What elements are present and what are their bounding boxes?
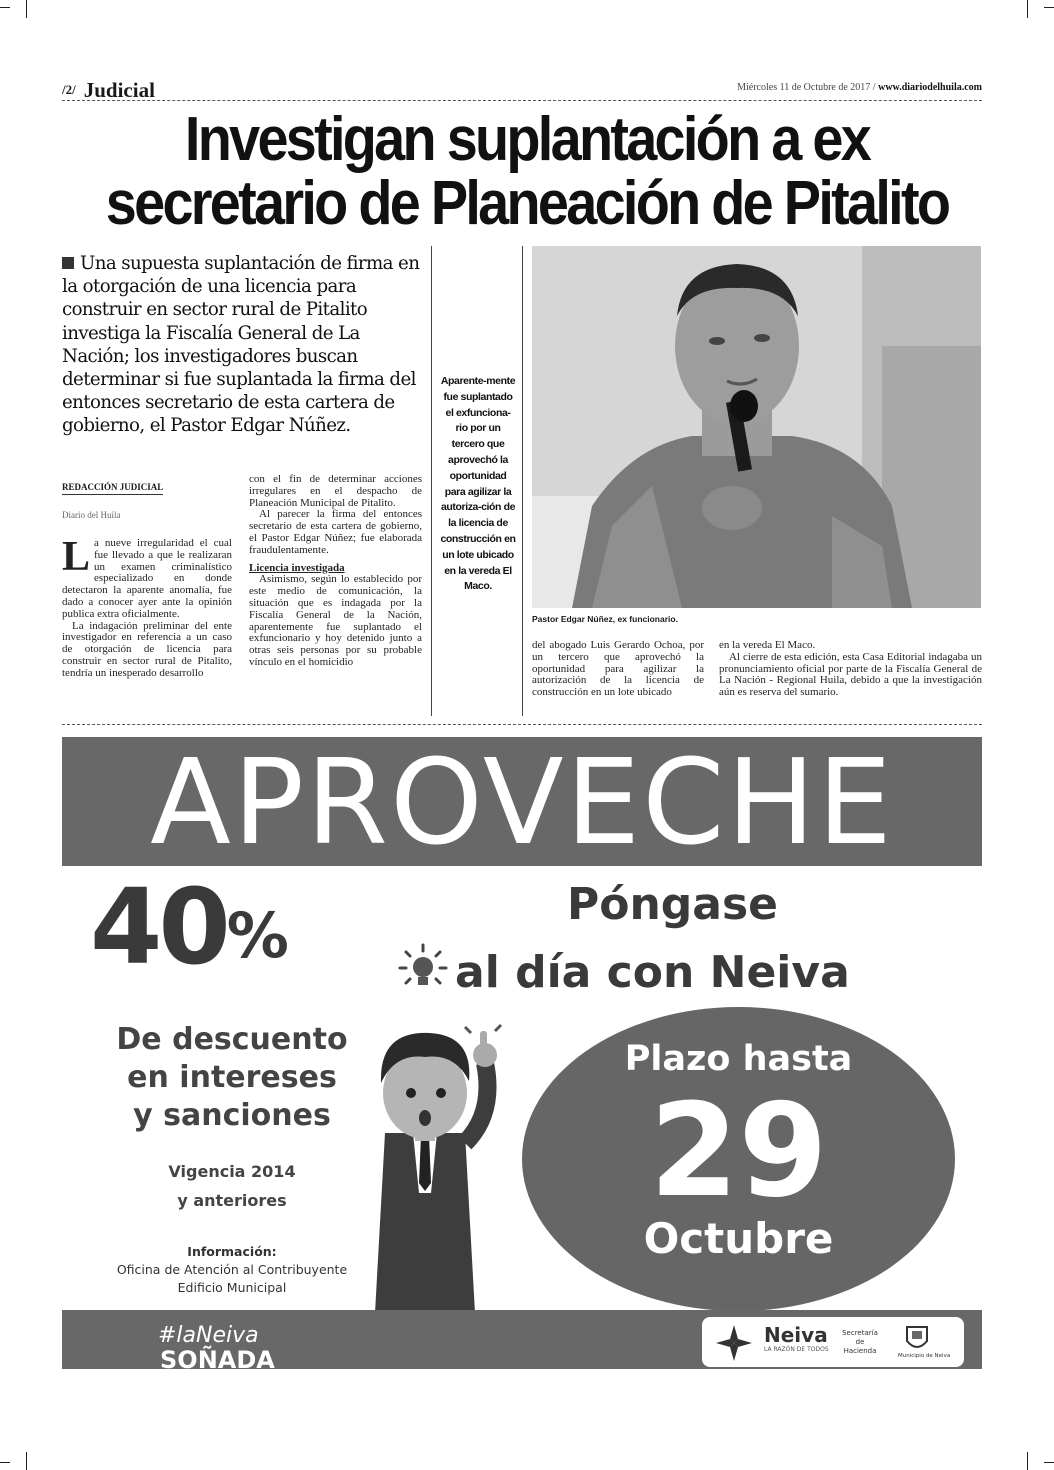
neiva-logo-icon	[714, 1323, 754, 1363]
lead-text: Una supuesta suplantación de firma en la otorgación de una licencia para construir en sector rural de Pitalito investiga la Fiscalía General de La Nación; los investigadores buscan determinar si fue suplantada la firma del entonces secretario de esta cartera de gobierno, el Pastor Edgar Núñez.	[62, 253, 420, 437]
crop-mark	[26, 1452, 27, 1470]
column-paragraph: en la vereda El Maco.	[719, 639, 816, 651]
section-rule	[62, 724, 982, 725]
header-date-line	[737, 82, 982, 93]
discount-description	[82, 1021, 382, 1135]
deadline-month: Octubre	[643, 1214, 834, 1263]
hashtag-line-1: #laNeiva	[158, 1323, 259, 1348]
page-number: /2/	[62, 82, 76, 97]
headline	[102, 105, 952, 238]
column-divider	[431, 246, 432, 716]
section-title: Judicial	[83, 78, 155, 102]
deadline-day: 29	[649, 1077, 828, 1226]
headline-line-1: Investigan suplantación a ex	[184, 105, 870, 174]
crop-mark	[0, 1462, 10, 1463]
discount-percent	[90, 867, 289, 996]
article-lead	[62, 252, 424, 438]
vigencia-line: y anteriores	[177, 1191, 287, 1210]
vigencia	[82, 1157, 382, 1215]
crop-mark	[1044, 7, 1054, 8]
info-line: Oficina de Atención al Contribuyente	[116, 1262, 348, 1277]
crop-mark	[1027, 0, 1028, 18]
coat-of-arms-icon	[904, 1323, 930, 1353]
article-column-3	[532, 640, 704, 699]
photo-caption: Pastor Edgar Núñez, ex funcionario.	[532, 614, 678, 624]
headline-line-2: secretario de Planeación de Pitalito	[105, 169, 949, 238]
byline: REDACCIÓN JUDICIAL	[62, 482, 163, 495]
column-paragraph: del abogado Luis Gerardo Ochoa, por un tercero que aprovechó la oportunidad para agilizar la autorización de la licencia de construcción en un lote ubicado	[532, 639, 704, 699]
info-title: Información:	[187, 1244, 277, 1259]
desc-line: y sanciones	[133, 1098, 331, 1133]
crop-mark	[26, 0, 27, 18]
crop-mark	[0, 7, 10, 8]
ad-slogan-line-2: al día con Neiva	[455, 947, 850, 998]
header-rule	[62, 100, 982, 101]
subhead: Licencia investigada	[249, 561, 345, 574]
vigencia-line: Vigencia 2014	[168, 1162, 296, 1181]
column-paragraph: a nueve irregularidad el cual fue llevado a que le realizaran un examen criminalístico especializado en donde detectaron la aparente anomalía, fue dado a conocer ayer ante la opinión publica extra oficialmente.	[62, 537, 232, 620]
column-paragraph: con el fin de determinar acciones irregulares en el despacho de Planeación Municipal de Pitalito.	[249, 473, 422, 509]
secretaria-text: Secretaría de Hacienda	[842, 1329, 878, 1355]
advertisement[interactable]	[62, 733, 982, 1374]
column-divider	[522, 246, 523, 716]
column-paragraph: La indagación preliminar del ente investigador en referencia a un caso de otorgación de licencia para construir en sector rural de Pitalito, tendría un inesperado desarrollo	[62, 619, 232, 679]
percent-value: 40	[90, 866, 227, 988]
website-link[interactable]: www.diariodelhuila.com	[878, 82, 982, 93]
article-column-2	[249, 474, 422, 669]
lightbulb-icon	[398, 943, 448, 993]
source-credit: Diario del Huila	[62, 510, 121, 520]
bullet-square-icon	[62, 257, 74, 269]
crop-mark	[1044, 1462, 1054, 1463]
column-paragraph: Asimismo, según lo establecido por este medio de comunicación, la situación que es indagada por la Fiscalía General de la Nación, aparentemente fue suplantado el exfuncionario y hoy detenido junto a otras seis personas por su probable vínculo en el homicidio	[249, 573, 422, 668]
ad-banner-text: APROVECHE	[150, 733, 894, 871]
sponsor-logos	[702, 1317, 964, 1367]
hashtag-line-2: SOÑADA	[160, 1346, 275, 1374]
crop-mark	[1027, 1452, 1028, 1470]
percent-sign: %	[226, 899, 289, 972]
desc-line: en intereses	[127, 1060, 337, 1095]
deadline-label: Plazo hasta	[624, 1039, 853, 1079]
column-paragraph: Al cierre de esta edición, esta Casa Editorial indagaba un pronunciamiento oficial por parte de la Fiscalía General de La Nación - Regional Huila, debido a que la investigación aún es reserva del sumario.	[719, 650, 982, 699]
desc-line: De descuento	[116, 1022, 348, 1057]
info-line: Edificio Municipal	[177, 1280, 287, 1295]
photo-illustration	[532, 246, 981, 608]
article-photo	[532, 246, 981, 608]
neiva-logo-subtitle: LA RAZÓN DE TODOS	[764, 1346, 829, 1353]
issue-date: Miércoles 11 de Octubre de 2017 /	[737, 82, 876, 93]
article-column-1	[62, 534, 232, 680]
ad-slogan-line-1: Póngase	[567, 879, 779, 930]
cartoon-man-illustration	[345, 1023, 525, 1313]
neiva-logo-text: Neiva	[764, 1323, 828, 1347]
drop-cap: L	[62, 534, 91, 580]
pull-quote: Aparente-mente fue suplantado el exfunciona-rio por un tercero que aprovechó la oportunidad para agilizar la autoriza-ción de la licencia de construcción en un lote ubicado en la vereda El Maco.	[440, 375, 516, 593]
column-paragraph: Al parecer la firma del entonces secretario de esta cartera de gobierno, el Pastor Edgar Núñez; fue elaborada fraudulentamente.	[249, 508, 422, 556]
article-column-4	[719, 640, 982, 699]
contact-info	[82, 1243, 382, 1297]
municipio-text: Municipio de Neiva	[898, 1353, 951, 1359]
